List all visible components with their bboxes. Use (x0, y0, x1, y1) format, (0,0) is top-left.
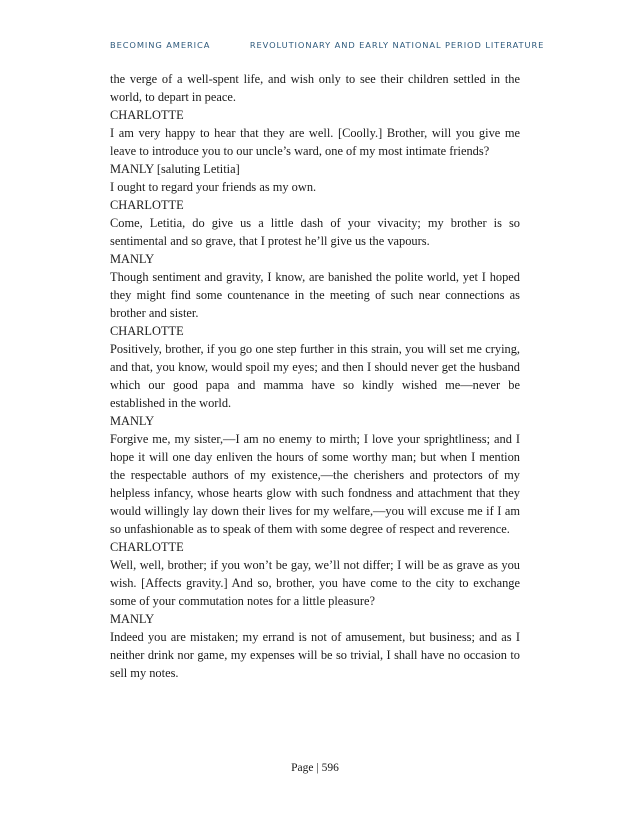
dialogue-block (110, 610, 520, 682)
speaker-name: MANLY (110, 414, 155, 428)
speaker-name: CHARLOTTE (110, 198, 184, 212)
speech-text: Indeed you are mistaken; my errand is not of amusement, but business; and as I neither drink nor game, my expenses will be so trivial, I shall have no occasion to sell my notes. (110, 630, 520, 680)
opening-paragraph: the verge of a well-spent life, and wish only to see their children settled in the world, to depart in peace. (110, 72, 520, 104)
speaker-name: MANLY (110, 252, 155, 266)
dialogue-block (110, 106, 520, 160)
speech-text: Positively, brother, if you go one step further in this strain, you will set me crying, and that, you know, would spoil my eyes; and then I should never get the husband which our good papa and mamma have so kindly wished me—never be established in the world. (110, 342, 520, 410)
speaker-name: CHARLOTTE (110, 324, 184, 338)
speech-text: Well, well, brother; if you won’t be gay, we’ll not differ; I will be as grave as you wish. [Affects gravity.] And so, brother, you have come to the city to exchange some of your commutation notes for a little pleasure? (110, 558, 520, 608)
speaker-name: CHARLOTTE (110, 540, 184, 554)
speech-text: Forgive me, my sister,—I am no enemy to mirth; I love your sprightliness; and I hope it will one day enliven the hours of some worthy man; but when I mention the respectable authors of my existence,—the cherishers and protectors of my helpless infancy, whose hearts glow with such fondness and attachment that they would willingly lay down their lives for my welfare,—you will excuse me if I am so unfashionable as to speak of them with some degree of respect and reverence. (110, 432, 520, 536)
header-section-title: REVOLUTIONARY AND EARLY NATIONAL PERIOD LITERATURE (249, 40, 545, 50)
speech-text: Though sentiment and gravity, I know, are banished the polite world, yet I hoped they might find some countenance in the meeting of such near connections as brother and sister. (110, 270, 520, 320)
dialogue-block (110, 250, 520, 322)
speaker-name: MANLY [saluting Letitia] (110, 162, 240, 176)
running-header (110, 40, 545, 50)
dialogue-block (110, 412, 520, 538)
header-series-title: BECOMING AMERICA (110, 40, 211, 50)
speech-text: I ought to regard your friends as my own. (110, 180, 317, 194)
speech-text: I am very happy to hear that they are well. [Coolly.] Brother, will you give me leave to introduce you to our uncle’s ward, one of my most intimate friends? (110, 126, 520, 158)
speech-text: Come, Letitia, do give us a little dash of your vivacity; my brother is so sentimental and so grave, that I protest he’ll give us the vapours. (110, 216, 520, 248)
dialogue-block (110, 322, 520, 412)
dialogue-block (110, 196, 520, 250)
page-body (110, 70, 520, 682)
dialogue-block (110, 538, 520, 610)
page-number: Page | 596 (291, 762, 339, 774)
dialogue-block (110, 160, 520, 196)
speaker-name: MANLY (110, 612, 155, 626)
speaker-name: CHARLOTTE (110, 108, 184, 122)
